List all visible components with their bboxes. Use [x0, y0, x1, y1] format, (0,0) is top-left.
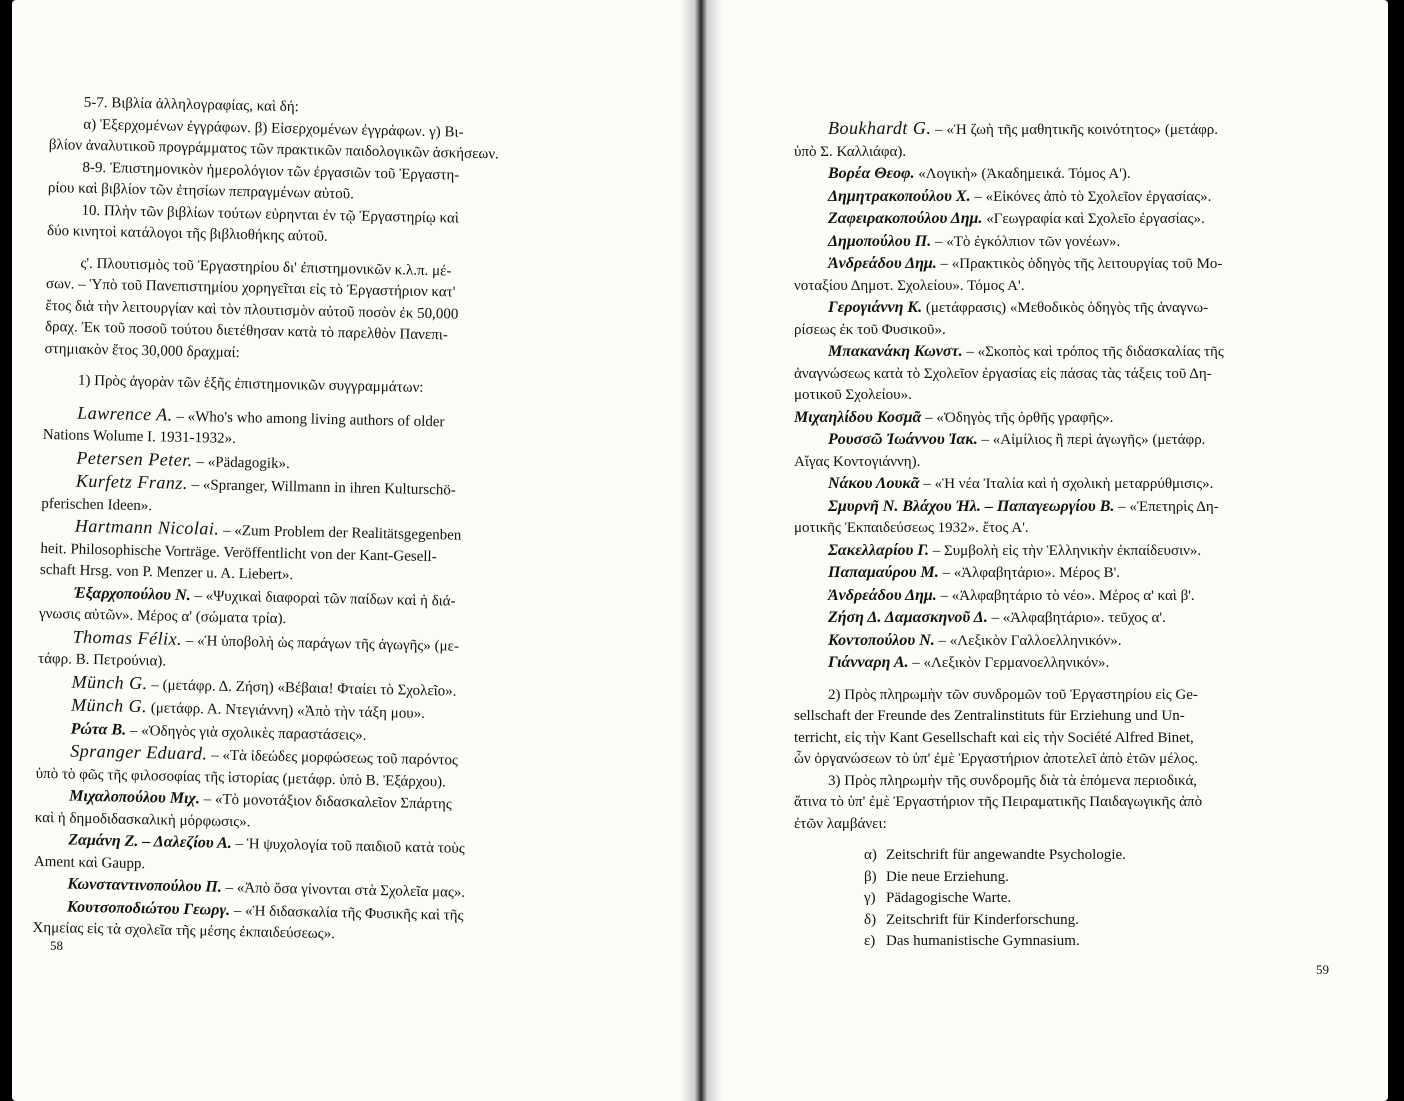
text-line: [794, 320, 1334, 342]
line-text: – «Ἡ ὑποβολὴ ὡς παράγων τῆς ἀγωγῆς» (με-: [181, 632, 460, 655]
periodical-title: Zeitschrift für angewandte Psychologie.: [886, 847, 1126, 863]
periodical-item: [794, 845, 1334, 867]
line-text: – «Σκοπὸς καὶ τρόπος τῆς διδασκαλίας τῆς: [962, 344, 1224, 360]
line-text: ὧν ὀργανώσεων τὸ ὑπ' ἐμὲ Ἐργαστήριον ἀποτελεῖ ἀπὸ ἐτῶν μέλος.: [794, 751, 1198, 767]
author-name: Σμυρνῆ Ν. Βλάχου Ἠλ. – Παπαγεωργίου Β.: [828, 497, 1115, 515]
line-text: νοταξίου Δημοτ. Σχολείου». Τόμος Α'.: [794, 277, 1025, 294]
line-text: heit. Philosophische Vorträge. Veröffentlicht von der Kant-Gesell-: [40, 540, 437, 565]
author-name: Ρουσσῶ Ἰωάννου Ἰακ.: [828, 431, 978, 448]
line-text: Χημείας εἰς τὰ σχολεῖα τῆς μέσης ἐκπαιδεύσεως».: [32, 919, 336, 943]
periodical-title: Zeitschrift für Kinderforschung.: [886, 911, 1079, 928]
text-line: [794, 118, 1334, 142]
line-text: – «Τὸ ἐγκόλπιον τῶν γονέων».: [931, 233, 1121, 250]
line-text: ρίου καὶ βιβλίον τῶν ἐτησίων πεπραγμένων αὐτοῦ.: [47, 179, 355, 203]
list-marker: ε): [864, 933, 876, 949]
line-text: terricht, εἰς τὴν Kant Gesellschaft καὶ εἰς τὴν Société Alfred Binet,: [794, 729, 1194, 746]
list-marker: β): [864, 868, 877, 885]
line-text: – Συμβολὴ εἰς τὴν Ἑλληνικὴν ἐκπαίδευσιν».: [929, 542, 1202, 559]
left-page-text: [32, 92, 598, 951]
line-text: ὑπὸ τὸ φῶς τῆς φιλοσοφίας τῆς ἱστορίας (μετάφρ. ὑπὸ Β. Ἐξάρχου).: [35, 765, 447, 790]
line-text: δραχ. Ἐκ τοῦ ποσοῦ τούτου διετέθησαν κατὰ τὸ παρελθὸν Πανεπι-: [44, 318, 448, 344]
periodical-item: [794, 867, 1334, 889]
author-name: Ζαμάνη Ζ. – Δαλεζίου Α.: [68, 831, 232, 852]
text-line: [794, 749, 1334, 771]
list-marker: γ): [864, 890, 876, 906]
line-text: 8-9. Ἐπιστημονικὸν ἡμερολόγιον τῶν ἐργασιῶν τοῦ Ἐργαστη-: [82, 159, 460, 184]
right-page-number: 59: [1316, 962, 1329, 977]
text-line: [794, 186, 1334, 209]
line-text: – «Spranger, Willmann in ihren Kulturschö-: [187, 476, 456, 499]
text-line: [794, 562, 1334, 585]
author-name: Κωνσταντινοπούλου Π.: [67, 875, 223, 896]
right-page-text: [794, 118, 1334, 953]
line-text: ς'. Πλουτισμὸς τοῦ Ἐργαστηρίου δι' ἐπιστημονικῶν κ.λ.π. μέ-: [80, 255, 452, 279]
author-name: Δημοπούλου Π.: [828, 232, 932, 250]
author-name: Münch G.: [71, 671, 148, 693]
author-name: Ἀνδρεάδου Δημ.: [828, 255, 937, 272]
line-text: – «Τὸ μονοτάξιον διδασκαλεῖον Σπάρτης: [199, 791, 452, 813]
line-text: – «Ἀλφαβητάριο». Μέρος Β'.: [938, 565, 1121, 581]
line-text: (μετάφρασις) «Μεθοδικὸς ὁδηγὸς τῆς ἀναγνω-: [922, 300, 1209, 316]
line-text: γνωσις αὐτῶν». Μέρος α' (σώματα τρία).: [38, 605, 287, 628]
author-name: Κοντοπούλου Ν.: [828, 631, 935, 649]
left-page-number: 58: [50, 938, 63, 953]
author-name: Thomas Félix.: [72, 626, 183, 649]
text-line: [794, 385, 1334, 407]
author-name: Γερογιάννη Κ.: [828, 299, 923, 316]
line-text: – «Εἰκόνες ἀπὸ τὸ Σχολεῖον ἐργασίας».: [970, 188, 1212, 205]
author-name: Münch G.: [70, 694, 148, 717]
text-line: [794, 728, 1334, 750]
right-page: [722, 0, 1388, 1101]
text-line: [794, 814, 1334, 836]
line-text: 1) Πρὸς ἀγορὰν τῶν ἑξῆς ἐπιστημονικῶν συγγραμμάτων:: [77, 372, 424, 396]
line-text: 5-7. Βιβλία ἀλληλογραφίας, καὶ δή:: [83, 94, 299, 116]
line-text: μοτικῆς Ἐκπαιδεύσεως 1932». ἔτος Α'.: [794, 520, 1029, 536]
text-line: [794, 208, 1334, 231]
line-text: – Ἡ ψυχολογία τοῦ παιδιοῦ κατὰ τοὺς: [231, 835, 465, 857]
line-text: ἔτος διὰ τὴν λειτουργίαν καὶ τὸν πλουτισμὸν αὐτοῦ ποσὸν ἐκ 50,000: [45, 297, 459, 323]
text-line: [794, 630, 1334, 653]
line-text: στημιακὸν ἔτος 30,000 δραχμαί:: [44, 340, 240, 361]
spacer: [794, 835, 1334, 845]
author-name: Δημητρακοπούλου Χ.: [828, 187, 971, 205]
line-text: – «Pädagogik».: [192, 453, 290, 472]
author-name: Ρώτα Β.: [70, 720, 127, 739]
author-name: Ἐξαρχοπούλου Ν.: [73, 584, 191, 604]
text-line: [794, 163, 1334, 186]
text-line: [794, 231, 1334, 254]
line-text: «Γεωγραφία καὶ Σχολεῖο ἐργασίας».: [982, 211, 1205, 227]
author-name: Βορέα Θεοφ.: [828, 165, 915, 182]
line-text: – «Ἡ ζωὴ τῆς μαθητικῆς κοινότητος» (μετάφρ.: [931, 122, 1219, 138]
line-text: – «Ἡ διδασκαλία τῆς Φυσικῆς καὶ τῆς: [229, 902, 464, 924]
periodical-item: [794, 910, 1334, 932]
line-text: – «Αἰμίλιος ἢ περὶ ἀγωγῆς» (μετάφρ.: [977, 432, 1206, 448]
line-text: sellschaft der Freunde des Zentralinstituts für Erziehung und Un-: [794, 708, 1185, 724]
line-text: – «Zum Problem der Realitätsgegenben: [219, 522, 462, 544]
line-text: ἀναγνώσεως κατὰ τὸ Σχολεῖον ἐργασίας εἰς πάσας τὰς τάξεις τοῦ Δη-: [794, 365, 1212, 382]
author-name: Lawrence A.: [77, 402, 173, 425]
periodical-item: [794, 888, 1334, 910]
periodical-title: Die neue Erziehung.: [886, 868, 1009, 885]
text-line: [794, 276, 1334, 298]
text-line: [794, 341, 1334, 364]
line-text: – «Ἡ νέα Ἰταλία καὶ ἡ σχολικὴ μεταρρύθμισις».: [919, 476, 1214, 492]
book-spine: [680, 0, 722, 1101]
line-text: Αἴγας Κοντογιάννη).: [794, 453, 921, 470]
author-name: Spranger Eduard.: [70, 740, 208, 764]
left-page: [12, 0, 680, 1101]
list-marker: α): [864, 847, 877, 863]
line-text: – «Ὁδηγὸς τῆς ὀρθῆς γραφῆς».: [921, 409, 1114, 426]
line-text: – «Λεξικὸν Γερμανοελληνικόν».: [908, 655, 1110, 671]
author-name: Μιχαλοπούλου Μιχ.: [69, 787, 201, 808]
text-line: [794, 253, 1334, 276]
line-text: (μετάφρ. Α. Ντεγιάννη) «Ἀπὸ τὴν τάξη μου».: [146, 700, 426, 722]
line-text: καὶ ἡ δημοδιδασκαλικὴ μόρφωσις».: [34, 809, 251, 830]
author-name: Petersen Peter.: [76, 447, 194, 470]
line-text: 3) Πρὸς πληρωμὴν τῆς συνδρομῆς διὰ τὰ ἑπόμενα περιοδικά,: [828, 772, 1198, 789]
line-text: – «Πρακτικὸς ὁδηγὸς τῆς λειτουργίας τοῦ Μο-: [936, 256, 1223, 272]
periodical-title: Pädagogische Warte.: [886, 890, 1012, 906]
text-line: [794, 585, 1334, 608]
text-line: [794, 142, 1334, 164]
line-text: – (μετάφρ. Δ. Ζήση) «Βέβαια! Φταίει τὸ Σχολεῖο».: [147, 676, 457, 700]
text-line: [794, 518, 1334, 540]
author-name: Hartmann Nicolai.: [74, 515, 220, 539]
author-name: Νάκου Λουκᾶ: [828, 475, 920, 492]
line-text: δύο κινητοὶ κατάλογοι τῆς βιβλιοθήκης αὐτοῦ.: [46, 222, 328, 245]
author-name: Σακελλαρίου Γ.: [828, 541, 929, 559]
text-line: [794, 706, 1334, 728]
line-text: – «Ἀπὸ ὅσα γίνονται στὰ Σχολεῖα μας».: [221, 879, 466, 901]
text-line: [794, 771, 1334, 793]
line-text: 10. Πλὴν τῶν βιβλίων τούτων εὑρηνται ἐν τῷ Ἐργαστηρίῳ καὶ: [81, 202, 460, 227]
author-name: Ἀνδρεάδου Δημ.: [828, 586, 937, 604]
line-text: – «Ἀλφαβητάριο τὸ νέο». Μέρος α' καὶ β'.: [936, 587, 1195, 604]
line-text: pferischen Ideen».: [41, 495, 153, 514]
text-line: [794, 297, 1334, 320]
text-line: [794, 452, 1334, 474]
periodical-title: Das humanistische Gymnasium.: [886, 933, 1080, 949]
text-line: [794, 685, 1334, 707]
line-text: – «Ὁδηγὸς γιὰ σχολικὲς παραστάσεις».: [125, 722, 367, 744]
line-text: ρίσεως ἐκ τοῦ Φυσικοῦ».: [794, 321, 946, 338]
line-text: σων. – Ὑπὸ τοῦ Πανεπιστημίου χορηγεῖται εἰς τὸ Ἐργαστήριον κατ': [45, 275, 456, 301]
line-text: – «Λεξικὸν Γαλλοελληνικόν».: [934, 632, 1122, 649]
author-name: Ζαφειρακοπούλου Δημ.: [828, 210, 983, 227]
line-text: – «Ἐπετηρὶς Δη-: [1114, 498, 1219, 515]
line-text: schaft Hrsg. von P. Menzer u. A. Liebert».: [39, 561, 294, 584]
text-line: [794, 429, 1334, 452]
line-text: «Λογικὴ» (Ἀκαδημεικά. Τόμος Α').: [914, 166, 1131, 182]
line-text: ἅτινα τὸ ὑπ' ἐμὲ Ἐργαστήριον τῆς Πειραματικῆς Παιδαγωγικῆς ἀπὸ: [794, 794, 1203, 810]
text-line: [794, 792, 1334, 814]
line-text: ὑπὸ Σ. Καλλιάφα).: [794, 143, 907, 160]
line-text: ἐτῶν λαμβάνει:: [794, 815, 887, 832]
text-line: [794, 364, 1334, 386]
text-line: [794, 540, 1334, 563]
line-text: – «Ψυχικαὶ διαφοραὶ τῶν παίδων καὶ ἡ διά-: [190, 587, 456, 610]
author-name: Παπαμαύρου Μ.: [828, 564, 939, 581]
line-text: μοτικοῦ Σχολείου».: [794, 387, 912, 403]
text-line: [794, 607, 1334, 630]
text-line: [794, 496, 1334, 519]
line-text: βλίον ἀναλυτικοῦ προγράμματος τῶν πρακτικῶν παιδολογικῶν ἀσκήσεων.: [48, 136, 500, 163]
author-name: Κουτσοποδιώτου Γεωργ.: [66, 898, 231, 919]
periodical-item: [794, 931, 1334, 953]
line-text: α) Ἐξερχομένων ἐγγράφων. β) Εἰσερχομένων ἐγγράφων. γ) Βι-: [83, 116, 464, 141]
line-text: – «Τὰ ἰδεώδες μορφώσεως τοῦ παρόντος: [207, 747, 459, 769]
author-name: Kurfetz Franz.: [75, 470, 189, 493]
line-text: Ament καὶ Gaupp.: [33, 853, 146, 872]
text-line: [794, 652, 1334, 675]
line-text: – «Ἀλφαβητάριο». τεῦχος α'.: [987, 610, 1166, 626]
text-line: [794, 407, 1334, 430]
author-name: Boukhardt G.: [828, 118, 932, 138]
author-name: Ζήση Δ. Δαμασκηνοῦ Δ.: [828, 609, 988, 626]
spacer: [794, 675, 1334, 685]
author-name: Μπακανάκη Κωνστ.: [828, 343, 963, 360]
author-name: Μιχαηλίδου Κοσμᾶ: [794, 408, 922, 426]
line-text: τάφρ. Β. Πετρούνια).: [37, 650, 167, 670]
line-text: Nations Wolume I. 1931-1932».: [42, 426, 237, 447]
author-name: Γιάνναρη Α.: [828, 654, 909, 671]
text-line: [794, 473, 1334, 496]
list-marker: δ): [864, 911, 877, 928]
line-text: – «Who's who among living authors of older: [172, 408, 445, 430]
line-text: 2) Πρὸς πληρωμὴν τῶν συνδρομῶν τοῦ Ἐργαστηρίου εἰς Ge-: [828, 686, 1198, 703]
